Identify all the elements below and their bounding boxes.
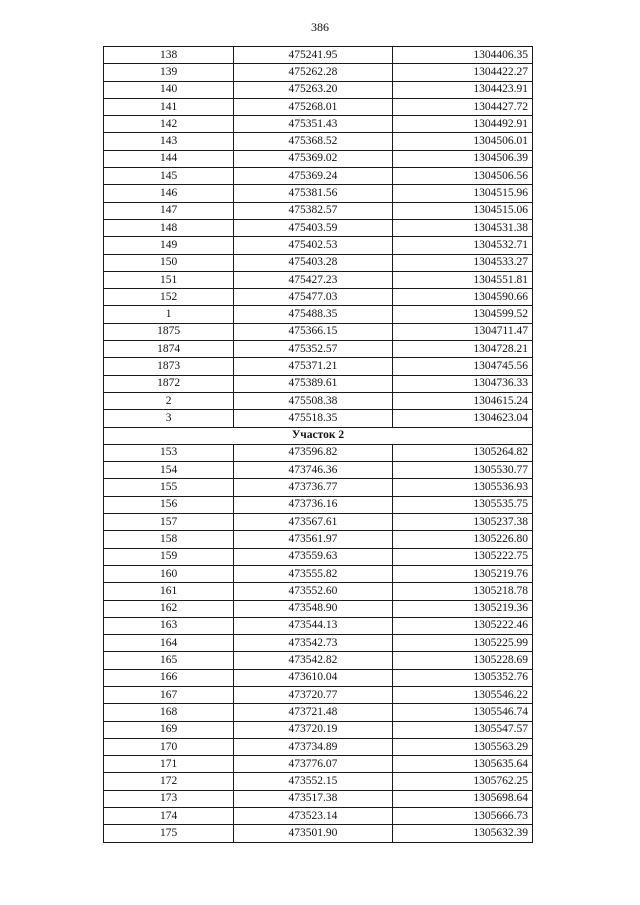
table-row [104, 47, 533, 64]
x-coordinate-cell: 475262.28 [234, 64, 392, 81]
point-number-cell: 1 [104, 306, 234, 323]
x-coordinate-cell: 475369.24 [234, 168, 392, 185]
x-coordinate-cell: 475518.35 [234, 410, 392, 427]
y-coordinate-cell: 1305222.46 [392, 617, 532, 634]
x-coordinate-cell: 475403.59 [234, 219, 392, 236]
table-row [104, 392, 533, 409]
point-number-cell: 143 [104, 133, 234, 150]
y-coordinate-cell: 1305535.75 [392, 496, 532, 513]
point-number-cell: 166 [104, 669, 234, 686]
y-coordinate-cell: 1304711.47 [392, 323, 532, 340]
table-row [104, 496, 533, 513]
point-number-cell: 152 [104, 289, 234, 306]
y-coordinate-cell: 1304515.96 [392, 185, 532, 202]
point-number-cell: 173 [104, 790, 234, 807]
y-coordinate-cell: 1304532.71 [392, 237, 532, 254]
table-row [104, 531, 533, 548]
x-coordinate-cell: 473559.63 [234, 548, 392, 565]
point-number-cell: 153 [104, 444, 234, 461]
table-row [104, 635, 533, 652]
y-coordinate-cell: 1305546.22 [392, 686, 532, 703]
x-coordinate-cell: 475477.03 [234, 289, 392, 306]
table-row [104, 341, 533, 358]
x-coordinate-cell: 473721.48 [234, 704, 392, 721]
point-number-cell: 162 [104, 600, 234, 617]
table-row [104, 168, 533, 185]
y-coordinate-cell: 1305632.39 [392, 825, 532, 842]
y-coordinate-cell: 1305666.73 [392, 808, 532, 825]
point-number-cell: 145 [104, 168, 234, 185]
y-coordinate-cell: 1304427.72 [392, 98, 532, 115]
y-coordinate-cell: 1305264.82 [392, 444, 532, 461]
y-coordinate-cell: 1305237.38 [392, 514, 532, 531]
table-row [104, 652, 533, 669]
table-row [104, 808, 533, 825]
coordinates-table [103, 46, 533, 843]
point-number-cell: 146 [104, 185, 234, 202]
point-number-cell: 172 [104, 773, 234, 790]
point-number-cell: 147 [104, 202, 234, 219]
x-coordinate-cell: 475368.52 [234, 133, 392, 150]
table-row [104, 219, 533, 236]
y-coordinate-cell: 1305226.80 [392, 531, 532, 548]
point-number-cell: 2 [104, 392, 234, 409]
x-coordinate-cell: 473555.82 [234, 565, 392, 582]
point-number-cell: 167 [104, 686, 234, 703]
y-coordinate-cell: 1305547.57 [392, 721, 532, 738]
y-coordinate-cell: 1305563.29 [392, 738, 532, 755]
y-coordinate-cell: 1304736.33 [392, 375, 532, 392]
x-coordinate-cell: 473596.82 [234, 444, 392, 461]
table-row [104, 375, 533, 392]
x-coordinate-cell: 473720.77 [234, 686, 392, 703]
y-coordinate-cell: 1305218.78 [392, 583, 532, 600]
point-number-cell: 155 [104, 479, 234, 496]
point-number-cell: 175 [104, 825, 234, 842]
point-number-cell: 169 [104, 721, 234, 738]
table-row [104, 825, 533, 842]
x-coordinate-cell: 473523.14 [234, 808, 392, 825]
y-coordinate-cell: 1304533.27 [392, 254, 532, 271]
y-coordinate-cell: 1304590.66 [392, 289, 532, 306]
y-coordinate-cell: 1305762.25 [392, 773, 532, 790]
x-coordinate-cell: 473542.82 [234, 652, 392, 669]
table-row [104, 721, 533, 738]
y-coordinate-cell: 1305219.76 [392, 565, 532, 582]
y-coordinate-cell: 1305228.69 [392, 652, 532, 669]
point-number-cell: 157 [104, 514, 234, 531]
y-coordinate-cell: 1304515.06 [392, 202, 532, 219]
y-coordinate-cell: 1305698.64 [392, 790, 532, 807]
point-number-cell: 160 [104, 565, 234, 582]
table-row [104, 410, 533, 427]
table-row [104, 686, 533, 703]
table-row [104, 98, 533, 115]
point-number-cell: 142 [104, 116, 234, 133]
point-number-cell: 170 [104, 738, 234, 755]
table-row [104, 81, 533, 98]
table-row [104, 237, 533, 254]
table-row [104, 773, 533, 790]
y-coordinate-cell: 1304422.27 [392, 64, 532, 81]
y-coordinate-cell: 1305225.99 [392, 635, 532, 652]
y-coordinate-cell: 1304531.38 [392, 219, 532, 236]
point-number-cell: 1872 [104, 375, 234, 392]
y-coordinate-cell: 1304551.81 [392, 271, 532, 288]
x-coordinate-cell: 473542.73 [234, 635, 392, 652]
point-number-cell: 1873 [104, 358, 234, 375]
point-number-cell: 1874 [104, 341, 234, 358]
table-row [104, 565, 533, 582]
x-coordinate-cell: 473720.19 [234, 721, 392, 738]
y-coordinate-cell: 1304745.56 [392, 358, 532, 375]
x-coordinate-cell: 475403.28 [234, 254, 392, 271]
point-number-cell: 161 [104, 583, 234, 600]
y-coordinate-cell: 1304615.24 [392, 392, 532, 409]
point-number-cell: 138 [104, 47, 234, 64]
table-row [104, 323, 533, 340]
table-row [104, 462, 533, 479]
x-coordinate-cell: 475369.02 [234, 150, 392, 167]
point-number-cell: 1875 [104, 323, 234, 340]
table-row [104, 202, 533, 219]
x-coordinate-cell: 475389.61 [234, 375, 392, 392]
x-coordinate-cell: 475402.53 [234, 237, 392, 254]
y-coordinate-cell: 1304506.01 [392, 133, 532, 150]
point-number-cell: 174 [104, 808, 234, 825]
y-coordinate-cell: 1305546.74 [392, 704, 532, 721]
x-coordinate-cell: 475268.01 [234, 98, 392, 115]
table-row [104, 790, 533, 807]
page-number: 386 [311, 20, 329, 34]
point-number-cell: 149 [104, 237, 234, 254]
x-coordinate-cell: 473746.36 [234, 462, 392, 479]
y-coordinate-cell: 1304506.39 [392, 150, 532, 167]
x-coordinate-cell: 475427.23 [234, 271, 392, 288]
coordinates-table-body [104, 47, 533, 843]
table-row [104, 669, 533, 686]
table-row [104, 133, 533, 150]
x-coordinate-cell: 473501.90 [234, 825, 392, 842]
table-row [104, 64, 533, 81]
table-row [104, 514, 533, 531]
table-row [104, 548, 533, 565]
point-number-cell: 164 [104, 635, 234, 652]
y-coordinate-cell: 1304406.35 [392, 47, 532, 64]
point-number-cell: 144 [104, 150, 234, 167]
table-row [104, 254, 533, 271]
x-coordinate-cell: 473567.61 [234, 514, 392, 531]
x-coordinate-cell: 473610.04 [234, 669, 392, 686]
table-row [104, 271, 533, 288]
y-coordinate-cell: 1305222.75 [392, 548, 532, 565]
table-row [104, 617, 533, 634]
x-coordinate-cell: 473548.90 [234, 600, 392, 617]
table-row [104, 704, 533, 721]
x-coordinate-cell: 473776.07 [234, 756, 392, 773]
point-number-cell: 150 [104, 254, 234, 271]
y-coordinate-cell: 1304492.91 [392, 116, 532, 133]
x-coordinate-cell: 475488.35 [234, 306, 392, 323]
x-coordinate-cell: 473734.89 [234, 738, 392, 755]
x-coordinate-cell: 473552.15 [234, 773, 392, 790]
y-coordinate-cell: 1305219.36 [392, 600, 532, 617]
x-coordinate-cell: 475381.56 [234, 185, 392, 202]
point-number-cell: 156 [104, 496, 234, 513]
y-coordinate-cell: 1305530.77 [392, 462, 532, 479]
section-row [104, 427, 533, 444]
x-coordinate-cell: 473544.13 [234, 617, 392, 634]
point-number-cell: 141 [104, 98, 234, 115]
table-row [104, 185, 533, 202]
y-coordinate-cell: 1304623.04 [392, 410, 532, 427]
table-row [104, 479, 533, 496]
x-coordinate-cell: 475241.95 [234, 47, 392, 64]
x-coordinate-cell: 475366.15 [234, 323, 392, 340]
x-coordinate-cell: 475351.43 [234, 116, 392, 133]
point-number-cell: 159 [104, 548, 234, 565]
y-coordinate-cell: 1304599.52 [392, 306, 532, 323]
table-row [104, 444, 533, 461]
point-number-cell: 148 [104, 219, 234, 236]
x-coordinate-cell: 475263.20 [234, 81, 392, 98]
table-row [104, 358, 533, 375]
table-row [104, 150, 533, 167]
point-number-cell: 165 [104, 652, 234, 669]
x-coordinate-cell: 473736.77 [234, 479, 392, 496]
point-number-cell: 151 [104, 271, 234, 288]
point-number-cell: 158 [104, 531, 234, 548]
table-row [104, 116, 533, 133]
point-number-cell: 154 [104, 462, 234, 479]
point-number-cell: 139 [104, 64, 234, 81]
y-coordinate-cell: 1304728.21 [392, 341, 532, 358]
section-title: Участок 2 [104, 427, 533, 444]
table-row [104, 583, 533, 600]
y-coordinate-cell: 1305635.64 [392, 756, 532, 773]
table-row [104, 600, 533, 617]
point-number-cell: 3 [104, 410, 234, 427]
x-coordinate-cell: 473561.97 [234, 531, 392, 548]
x-coordinate-cell: 473736.16 [234, 496, 392, 513]
x-coordinate-cell: 475382.57 [234, 202, 392, 219]
point-number-cell: 140 [104, 81, 234, 98]
table-row [104, 306, 533, 323]
point-number-cell: 171 [104, 756, 234, 773]
x-coordinate-cell: 475508.38 [234, 392, 392, 409]
x-coordinate-cell: 475352.57 [234, 341, 392, 358]
y-coordinate-cell: 1305352.76 [392, 669, 532, 686]
y-coordinate-cell: 1304423.91 [392, 81, 532, 98]
x-coordinate-cell: 473517.38 [234, 790, 392, 807]
x-coordinate-cell: 473552.60 [234, 583, 392, 600]
y-coordinate-cell: 1304506.56 [392, 168, 532, 185]
table-row [104, 289, 533, 306]
table-row [104, 756, 533, 773]
y-coordinate-cell: 1305536.93 [392, 479, 532, 496]
table-row [104, 738, 533, 755]
point-number-cell: 168 [104, 704, 234, 721]
x-coordinate-cell: 475371.21 [234, 358, 392, 375]
point-number-cell: 163 [104, 617, 234, 634]
